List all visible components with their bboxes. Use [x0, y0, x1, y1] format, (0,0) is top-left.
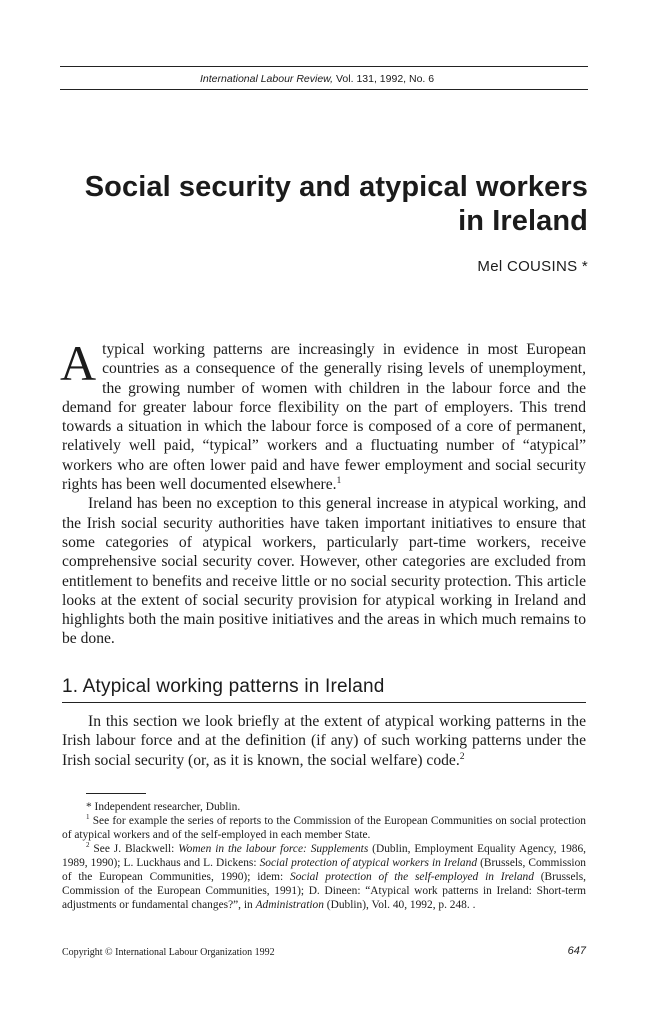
author-name: Mel COUSINS * — [477, 258, 588, 275]
running-head-text — [200, 73, 434, 85]
footnote-ref-1: 1 — [336, 474, 342, 486]
footnote-2-title-2: Social protection of atypical workers in Ireland — [259, 857, 478, 869]
paragraph-3-text: In this section we look briefly at the extent of atypical working patterns in the Irish labour force and at the definition (if any) of such working patterns under the Irish social security (or, as it is known, the social welfare) code. — [62, 713, 586, 769]
paragraph-3 — [62, 712, 586, 770]
paragraph-2: Ireland has been no exception to this general increase in atypical working, and the Irish social security authorities have taken important initiatives to ensure that some categories of atypical workers, particularly part-time workers, receive comprehensive social security cover. However, other categories are excluded from entitlement to benefits and receive little or no social security protection. This article looks at the extent of social security provision for atypical working in Ireland and highlights both the main positive initiatives and the areas in which much remains to be done. — [62, 495, 586, 648]
footnote-2-title-3: Social protection of the self-employed in Ireland — [290, 871, 534, 883]
footnote-2-part-c: (Dublin, Employment Equality Agency, 1986, 1989, 1990); L. Luckhaus and L. Dickens: — [62, 843, 586, 869]
footnote-2-part-g: (Brussels, Commission of the European Communities, 1991); D. Dineen: “Atypical work patterns in Ireland: Short-term adjustments or fundamental changes?”, in — [62, 871, 586, 911]
footnotes — [62, 800, 586, 912]
copyright-notice: Copyright © International Labour Organization 1992 — [62, 947, 275, 958]
title-line-2: in Ireland — [458, 205, 588, 237]
section-1-body — [62, 712, 586, 770]
footnote-rule — [86, 793, 146, 794]
title-line-1: Social security and atypical workers — [84, 171, 588, 203]
footnote-2 — [62, 842, 586, 912]
journal-name: International Labour Review, — [200, 73, 334, 85]
footnote-2-title-1: Women in the labour force: Supplements — [178, 843, 369, 855]
footnote-1-text: See for example the series of reports to the Commission of the European Communities on social protection of atypical workers and of the self-employed in each member State. — [62, 815, 586, 841]
section-heading: 1. Atypical working patterns in Ireland — [62, 676, 586, 703]
footnote-2-title-4: Administration — [255, 899, 324, 911]
drop-cap: A — [60, 335, 97, 391]
article-title — [68, 170, 588, 238]
footnote-ref-2: 2 — [459, 750, 465, 762]
paragraph-1 — [60, 335, 586, 494]
page-number: 647 — [567, 945, 586, 957]
running-head — [60, 66, 588, 90]
footnote-2-part-a: See J. Blackwell: — [89, 843, 179, 855]
paragraph-1-text: typical working patterns are increasingly in evidence in most European countries as a consequence of the generally rising levels of unemployment, the growing number of women with children in the labour force and the demand for greater labour force flexibility on the part of employers. This trend towards a situation in which the labour force is composed of a core of permanent, relatively well paid, “typical” workers and a fluctuating number of “atypical” workers who are often lower paid and have fewer employment and social security rights has been well documented elsewhere. — [62, 341, 586, 494]
footnote-2-mark: 2 — [86, 841, 90, 850]
footnote-star: * Independent researcher, Dublin. — [86, 801, 241, 813]
journal-issue: Vol. 131, 1992, No. 6 — [333, 73, 435, 85]
footnote-2-part-i: (Dublin), Vol. 40, 1992, p. 248. . — [323, 899, 476, 911]
footnote-1-mark: 1 — [86, 813, 90, 822]
intro-paragraphs — [60, 335, 586, 649]
footnote-1 — [62, 814, 586, 842]
footnote-2-part-e: (Brussels, Commission of the European Communities, 1990); idem: — [62, 857, 586, 883]
